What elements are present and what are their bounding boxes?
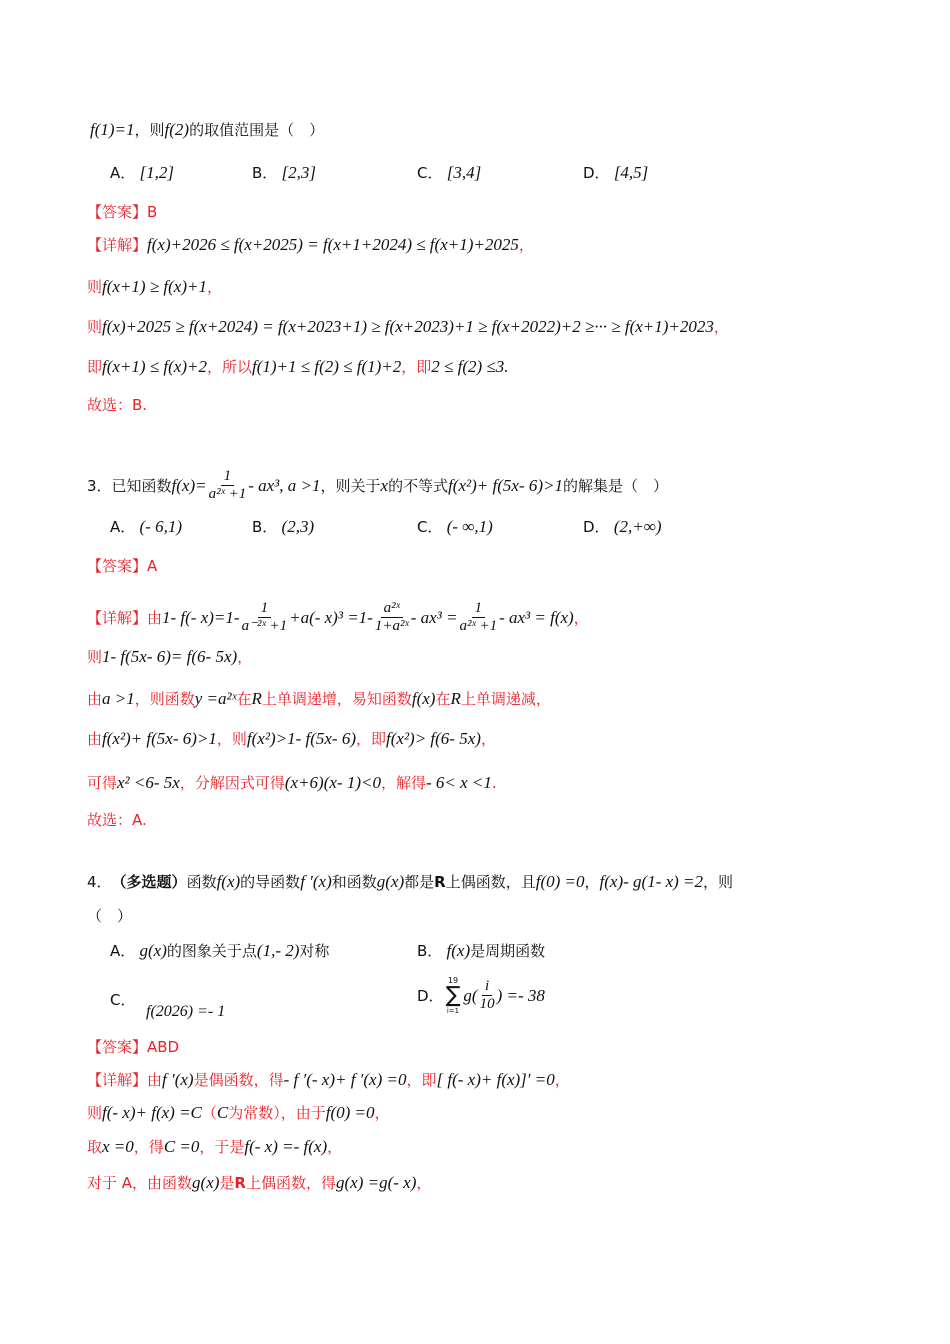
text-segment: 则 [87, 278, 103, 296]
math-expr: 2 ≤ f(2) ≤3. [431, 357, 509, 376]
text-segment: 是周期函数 [470, 942, 546, 960]
text-segment: 的解集是（ ） [562, 476, 668, 495]
q4-detail-2 [87, 1103, 390, 1123]
text-segment: ， [416, 1174, 432, 1192]
text-segment: ，即 [401, 358, 432, 376]
q4-answer [87, 1037, 179, 1057]
option-c [417, 163, 481, 183]
text-segment: ， [327, 1138, 343, 1156]
text-segment: ，于是 [199, 1138, 245, 1156]
numerator: 1 [221, 468, 235, 486]
q2-detail-2 [87, 277, 222, 297]
fraction [459, 600, 497, 635]
text-segment: ， [554, 1071, 570, 1089]
math-expr: f(1)+1 ≤ f(2) ≤ f(1)+2 [252, 357, 402, 376]
text-segment: ，则 [134, 121, 165, 139]
text-segment: 【详解】 [87, 236, 148, 254]
math-expr: f(x)+2025 ≥ f(x+2024) = f(x+2023+1) ≥ f(x+2023)+1 ≥ f(x+2022)+2 ≥··· ≥ f(x+1)+2023 [102, 317, 714, 336]
text-segment: 可得 [87, 774, 118, 792]
text-segment: 在 [435, 690, 451, 708]
math-expr: g(x) [376, 872, 405, 891]
sum-lower: i=1 [446, 1007, 460, 1015]
text-segment: ，即 [406, 1071, 437, 1089]
q4-stem [87, 872, 733, 892]
text-segment: 故选：B. [87, 396, 148, 414]
sum-g: g( [463, 985, 478, 1005]
frac-num: i [482, 978, 492, 996]
text-segment: ， [573, 608, 589, 627]
q3-answer [87, 556, 157, 576]
denominator: 1+a²ˣ [374, 618, 409, 634]
text-segment: （ ） [87, 907, 133, 925]
math-expr: f(- x) =- f(x) [244, 1137, 328, 1156]
math-expr: g(x) [135, 941, 167, 960]
text-segment: （多选题） [111, 873, 187, 891]
math-expr: - ax³ = f(x) [499, 607, 574, 627]
text-segment: 【答案】B [87, 203, 158, 221]
option-value: (- ∞,1) [442, 517, 493, 536]
option-value: [2,3] [277, 163, 317, 182]
math-expr: f(x+1) ≥ f(x)+1 [102, 277, 207, 296]
text-segment: A． [110, 942, 136, 960]
q4-detail-3 [87, 1137, 342, 1157]
option-d [583, 163, 648, 183]
option-value: (- 6,1) [135, 517, 182, 536]
math-expr: f(x) [442, 941, 471, 960]
math-expr: - ax³ = [410, 607, 458, 627]
option-c [417, 517, 493, 537]
text-segment: 是 [219, 1174, 235, 1192]
sum-upper: 19 [447, 976, 459, 985]
math-expr: f(- x)+ f(x) =C [102, 1103, 202, 1122]
q2-stem-tail [90, 120, 324, 140]
sum-result: ) =- 38 [496, 985, 545, 1005]
option-label: A． [110, 164, 136, 182]
math-expr: (1,- 2) [256, 941, 300, 960]
text-segment: 上偶函数，得 [245, 1174, 336, 1192]
option-label: A． [110, 518, 136, 536]
math-expr: y =a²ˣ [194, 689, 237, 708]
math-expr: f(x²)>1- f(5x- 6) [246, 729, 356, 748]
option-c-expr: f(2026) =- 1 [146, 1003, 226, 1020]
math-expr: g(x) [192, 1173, 220, 1192]
q4-paren [87, 906, 132, 926]
option-label: D． [583, 164, 610, 182]
math-expr: f(x)- g(1- x) =2 [599, 872, 704, 891]
text-segment: 对于 A，由函数 [87, 1174, 193, 1192]
math-expr: f(x²)> f(6- 5x) [386, 729, 481, 748]
fraction [209, 468, 247, 503]
math-expr: - 6< x <1 [425, 773, 492, 792]
q4-detail-4 [87, 1173, 431, 1193]
summation [446, 976, 461, 1015]
text-segment: 则 [87, 1104, 103, 1122]
option-value: [1,2] [135, 163, 174, 182]
text-segment: 故选：A. [87, 811, 147, 829]
option-value: (2,3) [277, 517, 315, 536]
math-expr: C =0 [163, 1137, 200, 1156]
text-segment: ， [480, 730, 496, 748]
fraction [480, 978, 495, 1013]
denominator: a²ˣ +1 [459, 618, 498, 634]
option-d [417, 976, 545, 1015]
text-segment: 由 [87, 730, 103, 748]
math-expr: f(x) [216, 872, 241, 891]
text-segment: ，即 [356, 730, 387, 748]
option-label: B． [252, 518, 278, 536]
text-segment: 是偶函数，得 [193, 1071, 284, 1089]
text-segment: ， [713, 318, 729, 336]
math-expr: x [380, 475, 389, 495]
text-segment: ，分解因式可得 [179, 774, 285, 792]
option-d-label: D． [417, 987, 444, 1005]
text-segment: （ [201, 1104, 217, 1122]
math-expr: 1- f(- x)=1- [162, 607, 240, 627]
math-expr: f ′(x) [162, 1070, 194, 1089]
text-segment: 即 [87, 358, 103, 376]
math-expr: +a(- x)³ =1- [289, 607, 373, 627]
fraction [375, 600, 409, 635]
math-expr: C [216, 1103, 229, 1122]
sigma-symbol: ∑ [445, 983, 461, 1008]
option-b [252, 517, 314, 537]
text-segment: 【详解】由 [87, 608, 163, 627]
math-expr: f(1)=1 [90, 120, 135, 139]
text-segment: 取 [87, 1138, 103, 1156]
text-segment: 的导函数 [240, 873, 301, 891]
denominator: a²ˣ +1 [208, 486, 247, 502]
q3-detail-5 [87, 773, 497, 793]
text-segment: 的图象关于点 [166, 942, 257, 960]
text-segment: 都是 [404, 873, 435, 891]
text-segment: 【详解】由 [87, 1071, 163, 1089]
option-d [583, 517, 661, 537]
text-segment: ，所以 [206, 358, 252, 376]
text-segment: ，得 [133, 1138, 164, 1156]
text-segment: 的取值范围是（ ） [189, 121, 325, 139]
text-segment: ， [518, 236, 534, 254]
text-segment: ，解得 [380, 774, 426, 792]
math-expr: (x+6)(x- 1)<0 [284, 773, 381, 792]
text-segment: ，则 [703, 873, 734, 891]
q3-detail-3 [87, 689, 551, 709]
text-segment: 【答案】A [87, 557, 158, 575]
text-segment: ， [374, 1104, 390, 1122]
text-segment: ，则 [216, 730, 247, 748]
denominator: a⁻²ˣ +1 [241, 618, 288, 634]
numerator: 1 [258, 600, 272, 618]
q3-stem [87, 468, 668, 503]
text-segment: 在 [236, 690, 252, 708]
q3-detail-2 [87, 647, 252, 667]
option-label: B． [252, 164, 278, 182]
text-segment: 函数 [186, 873, 217, 891]
text-segment: 3．已知函数 [87, 476, 172, 495]
math-expr: f(x²)+ f(5x- 6)>1 [448, 475, 563, 495]
text-segment: R [234, 1174, 246, 1192]
q2-detail-4 [87, 357, 508, 377]
numerator: 1 [472, 600, 486, 618]
option-a [110, 517, 182, 537]
numerator: a²ˣ [381, 600, 403, 618]
math-expr: [ f(- x)+ f(x)]′ =0 [436, 1070, 555, 1089]
text-segment: B． [417, 942, 443, 960]
q4-detail-1 [87, 1070, 570, 1090]
text-segment: 为常数），由于 [228, 1104, 326, 1122]
q2-choose [87, 395, 147, 415]
text-segment: 【答案】ABD [87, 1038, 180, 1056]
math-expr: f(x²)+ f(5x- 6)>1 [102, 729, 217, 748]
math-expr: - ax³, a >1 [248, 475, 321, 495]
math-expr: f ′(x) [300, 872, 332, 891]
text-segment: 上单调递减， [460, 690, 551, 708]
q3-choose [87, 810, 147, 830]
text-segment: . [491, 774, 497, 792]
math-expr: f(0) =0 [535, 872, 585, 891]
text-segment: ， [237, 648, 253, 666]
text-segment: R [434, 873, 446, 891]
q2-detail-1 [87, 235, 534, 255]
math-expr: R [450, 689, 461, 708]
math-expr: a >1 [102, 689, 135, 708]
math-expr: - f ′(- x)+ f ′(x) =0 [283, 1070, 407, 1089]
text-segment: 4． [87, 873, 112, 891]
text-segment: 对称 [299, 942, 330, 960]
math-expr: f(x)+2026 ≤ f(x+2025) = f(x+1+2024) ≤ f(x+1)+2025 [147, 235, 519, 254]
fraction [242, 600, 288, 635]
math-expr: x² <6- 5x [117, 773, 180, 792]
text-segment: 由 [87, 690, 103, 708]
math-expr: f(x+1) ≤ f(x)+2 [102, 357, 207, 376]
option-b [252, 163, 316, 183]
q2-answer [87, 202, 157, 222]
q3-detail-1 [87, 600, 589, 635]
math-expr: f(x) [411, 689, 436, 708]
text-segment: ，则关于 [320, 476, 381, 495]
text-segment: 的不等式 [388, 476, 449, 495]
option-label: D． [583, 518, 610, 536]
text-segment: 上偶函数，且 [445, 873, 536, 891]
text-segment: 则 [87, 648, 103, 666]
math-expr: f(2) [164, 120, 190, 139]
q3-detail-4 [87, 729, 496, 749]
text-segment: ，则函数 [134, 690, 195, 708]
option-value: [3,4] [442, 163, 482, 182]
option-c-label: C． [110, 991, 136, 1009]
option-value: (2,+∞) [609, 517, 662, 536]
math-expr: 1- f(5x- 6)= f(6- 5x) [102, 647, 238, 666]
math-expr: f(0) =0 [325, 1103, 375, 1122]
text-segment: 上单调递增，易知函数 [261, 690, 412, 708]
math-expr: g(x) =g(- x) [336, 1173, 417, 1192]
option-label: C． [417, 518, 443, 536]
math-expr: R [251, 689, 262, 708]
frac-den: 10 [479, 996, 495, 1012]
text-segment: ， [206, 278, 222, 296]
q2-detail-3 [87, 317, 729, 337]
option-value: [4,5] [609, 163, 649, 182]
text-segment: 和函数 [331, 873, 377, 891]
math-expr: x =0 [102, 1137, 134, 1156]
option-b [417, 941, 545, 961]
option-a [110, 163, 174, 183]
option-label: C． [417, 164, 443, 182]
text-segment: ， [584, 873, 600, 891]
option-a [110, 941, 329, 961]
text-segment: 则 [87, 318, 103, 336]
math-expr: f(x)= [171, 475, 207, 495]
